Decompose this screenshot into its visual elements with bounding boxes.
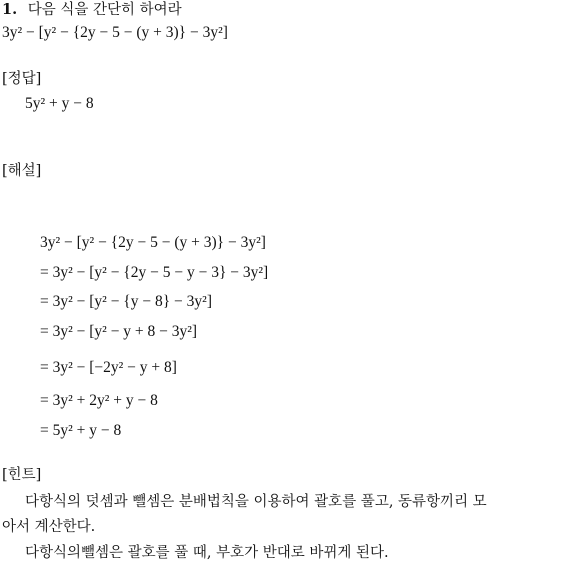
hint-heading: [힌트] <box>2 467 42 483</box>
problem-expression: 3y² − [y² − {2y − 5 − (y + 3)} − 3y²] <box>2 24 228 41</box>
explanation-heading: [해설] <box>2 163 42 179</box>
hint-text-line: 다항식의 덧셈과 뺄셈은 분배법칙을 이용하여 괄호를 풀고, 동류항끼리 모 <box>25 494 487 510</box>
hint-text-line: 다항식의뺄셈은 괄호를 풀 때, 부호가 반대로 바뀌게 된다. <box>25 545 389 561</box>
explanation-step: = 3y² − [y² − {2y − 5 − y − 3} − 3y²] <box>40 264 269 281</box>
explanation-step: = 5y² + y − 8 <box>40 422 122 439</box>
problem-header <box>2 1 182 19</box>
answer-value: 5y² + y − 8 <box>25 95 94 112</box>
explanation-step: = 3y² − [y² − {y − 8} − 3y²] <box>40 293 212 310</box>
answer-heading: [정답] <box>2 71 42 87</box>
explanation-step: = 3y² + 2y² + y − 8 <box>40 392 158 409</box>
explanation-step: = 3y² − [−2y² − y + 8] <box>40 359 177 376</box>
explanation-step: 3y² − [y² − {2y − 5 − (y + 3)} − 3y²] <box>40 234 266 251</box>
explanation-step: = 3y² − [y² − y + 8 − 3y²] <box>40 323 198 340</box>
hint-text-line: 아서 계산한다. <box>2 519 96 535</box>
problem-number: 1. <box>2 1 18 18</box>
problem-instruction: 다음 식을 간단히 하여라 <box>27 2 182 18</box>
